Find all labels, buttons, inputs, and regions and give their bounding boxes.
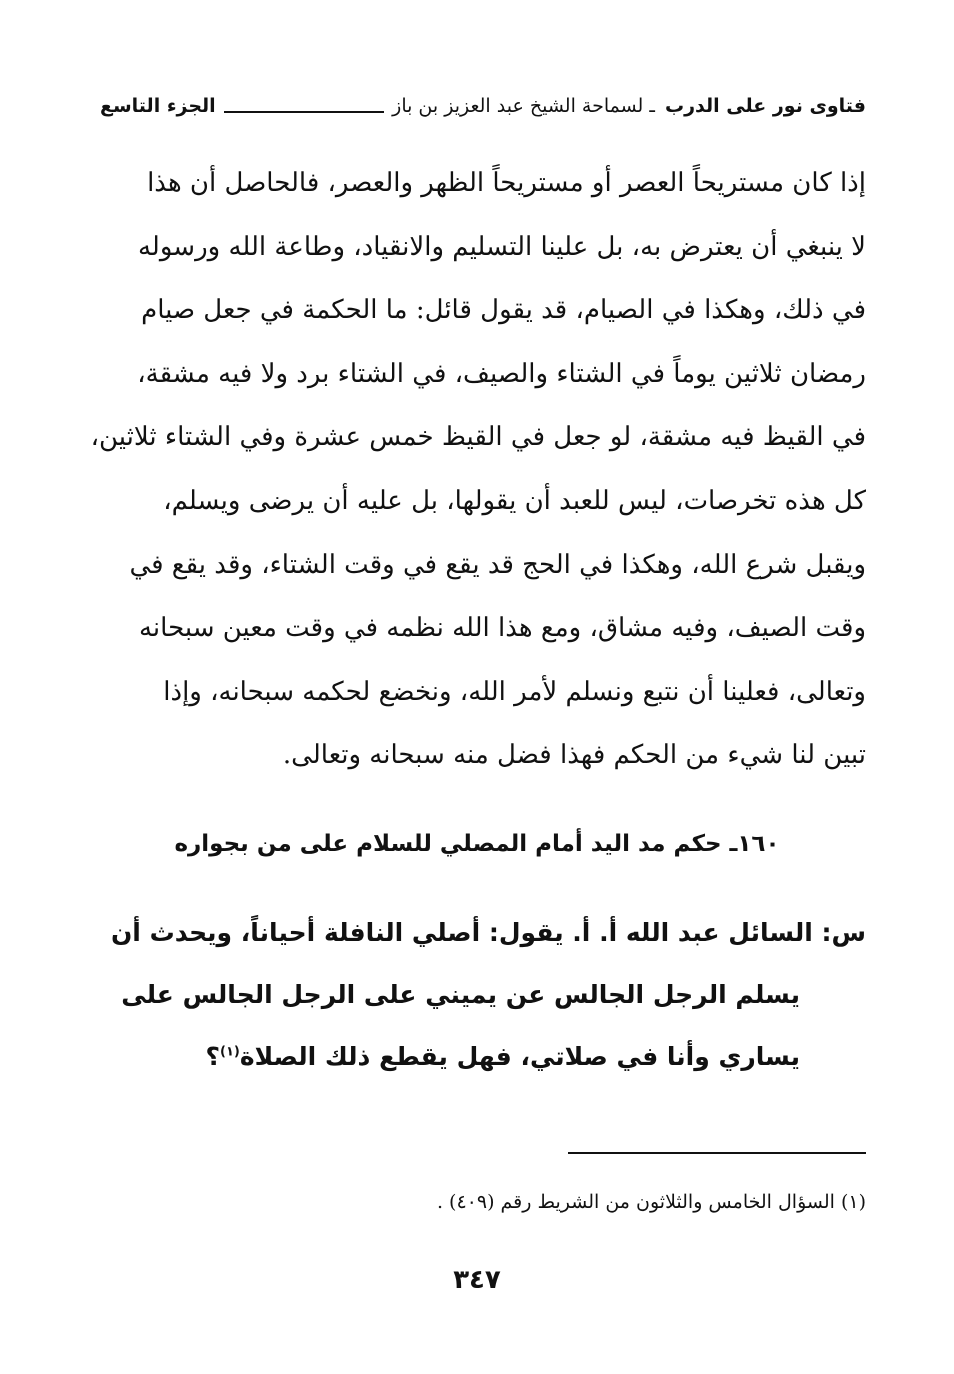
body-line: لا ينبغي أن يعترض به، بل علينا التسليم والانقياد، وطاعة الله ورسوله [137, 231, 866, 262]
body-line: رمضان ثلاثين يوماً في الشتاء والصيف، في الشتاء برد ولا فيه مشقة، [137, 358, 866, 389]
header-book-title-group [392, 86, 866, 126]
body-line: وتعالى، فعلينا أن نتبع ونسلم لأمر الله، ونخضع لحكمه سبحانه، وإذا [163, 676, 866, 707]
question-block [86, 902, 866, 1088]
page-number: ٣٤٧ [453, 1265, 501, 1295]
header-rule [224, 111, 384, 113]
body-line: كل هذه تخرصات، ليس للعبد أن يقولها، بل عليه أن يرضى ويسلم، [163, 485, 866, 516]
header-book-title: فتاوى نور على الدرب [665, 95, 866, 117]
body-text [86, 152, 866, 788]
footnote: (١) السؤال الخامس والثلاثون من الشريط رقم (٤٠٩) . [436, 1191, 866, 1213]
question-line-text: يساري وأنا في صلاتي، فهل يقطع ذلك الصلاة [239, 1042, 800, 1071]
question-end-mark: ؟ [205, 1042, 221, 1071]
body-line: تبين لنا شيء من الحكم فهذا فضل منه سبحانه وتعالى. [282, 740, 866, 771]
body-line: ويقبل شرع الله، وهكذا في الحج قد يقع في وقت الشتاء، وقد يقع في [129, 549, 866, 580]
question-line-last [86, 1026, 866, 1088]
body-line: في القيظ فيه مشقة، لو جعل في القيظ خمس عشرة وفي الشتاء ثلاثين، [90, 422, 866, 453]
footnote-separator [568, 1152, 866, 1154]
section-title: ١٦٠ـ حكم مد اليد أمام المصلي للسلام على من بجواره [174, 831, 780, 857]
body-line: وقت الصيف، وفيه مشاق، ومع هذا الله نظمه في وقت معين سبحانه [138, 613, 866, 644]
body-line: في ذلك، وهكذا في الصيام، قد يقول قائل: ما الحكمة في جعل صيام [141, 295, 866, 326]
question-line: يسلم الرجل الجالس عن يميني على الرجل الجالس على [121, 980, 800, 1009]
footnote-reference: (١) [220, 1044, 240, 1060]
question-line: س: السائل عبد الله أ. أ. يقول: أصلي النافلة أحياناً، ويحدث أن [110, 918, 866, 947]
body-line: إذا كان مستريحاً العصر أو مستريحاً الظهر والعصر، فالحاصل أن هذا [147, 168, 866, 198]
running-header [100, 86, 866, 126]
header-author: ـ لسماحة الشيخ عبد العزيز بن باز [392, 95, 655, 117]
header-volume: الجزء التاسع [100, 95, 216, 117]
